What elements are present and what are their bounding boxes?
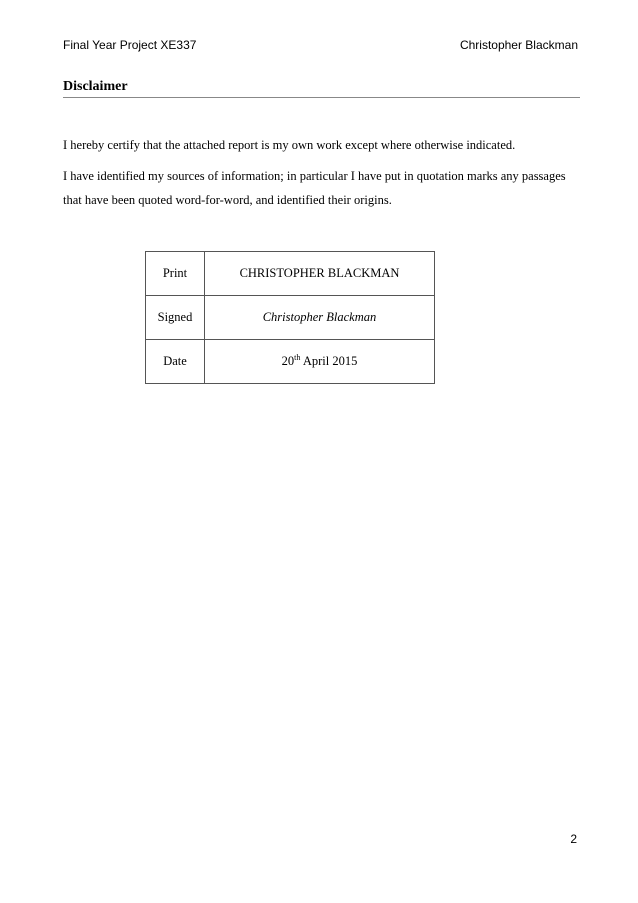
header-project-title: Final Year Project XE337 — [63, 38, 197, 52]
date-value — [205, 340, 435, 384]
date-label: Date — [146, 340, 205, 384]
signature-table — [145, 251, 435, 384]
section-title: Disclaimer — [63, 79, 128, 94]
signed-value: Christopher Blackman — [205, 296, 435, 340]
header-author: Christopher Blackman — [459, 38, 578, 52]
table-row — [146, 252, 435, 296]
print-value: CHRISTOPHER BLACKMAN — [205, 252, 435, 296]
signed-label: Signed — [146, 296, 205, 340]
date-day: 20 — [281, 354, 295, 368]
sources-paragraph: I have identified my sources of information; in particular I have put in quotation marks any passages that have been quoted word-for-word, and identified their origins. — [63, 169, 566, 207]
title-underline — [63, 97, 580, 98]
page-number: 2 — [570, 832, 577, 846]
certification-paragraph: I hereby certify that the attached report is my own work except where otherwise indicated. — [63, 138, 516, 152]
table-row — [146, 296, 435, 340]
date-suffix: th — [294, 352, 301, 362]
date-rest: April 2015 — [300, 354, 358, 368]
table-row — [146, 340, 435, 384]
print-label: Print — [146, 252, 205, 296]
